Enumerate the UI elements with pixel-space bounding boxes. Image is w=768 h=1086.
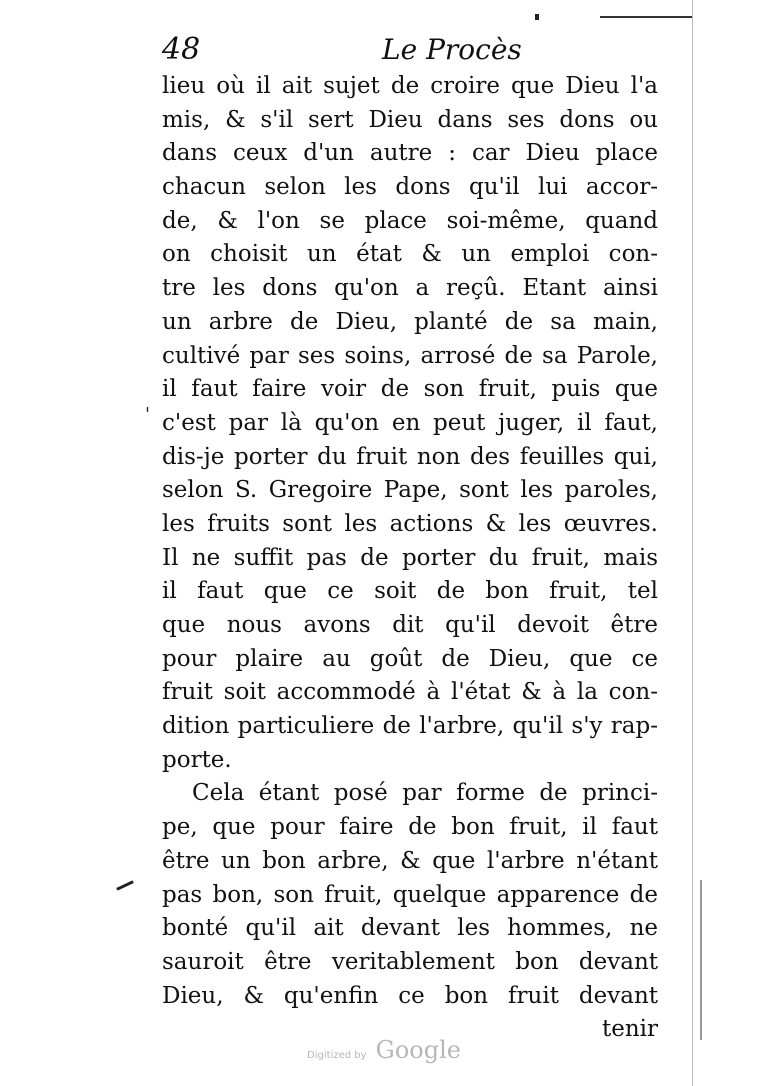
text-line: on choisit un état & un emploi con- [162, 241, 658, 268]
running-title: Le Procès [382, 33, 522, 66]
text-line: Cela étant posé par forme de princi- [192, 780, 658, 807]
text-line: pas bon, son fruit, quelque apparence de [162, 881, 658, 908]
text-line: de, & l'on se place soi-même, quand [162, 207, 658, 234]
text-line: cultivé par ses soins, arrosé de sa Parole, [162, 342, 658, 369]
text-line: pe, que pour faire de bon fruit, il faut [162, 814, 658, 841]
top-edge-mark [600, 16, 692, 18]
google-logo-text: Google [375, 1036, 461, 1064]
body-text [162, 70, 658, 1047]
digitization-watermark [0, 1036, 768, 1064]
watermark-prefix: Digitized by [307, 1050, 367, 1061]
page-edge-shadow [700, 880, 702, 1040]
text-line: c'est par là qu'on en peut juger, il faut, [162, 409, 658, 436]
text-line: il faut faire voir de son fruit, puis que [162, 376, 658, 403]
text-line: chacun selon les dons qu'il lui accor- [162, 174, 658, 201]
text-line: Dieu, & qu'enfin ce bon fruit devant [162, 982, 658, 1009]
page-header [162, 32, 662, 68]
text-line: que nous avons dit qu'il devoit être [162, 612, 658, 638]
text-line: il faut que ce soit de bon fruit, tel [162, 578, 658, 605]
text-line: selon S. Gregoire Pape, sont les paroles, [162, 477, 658, 504]
text-line: tre les dons qu'on a reçû. Etant ainsi [162, 275, 658, 302]
margin-pen-mark [116, 880, 134, 890]
text-line: bonté qu'il ait devant les hommes, ne [162, 915, 658, 942]
ink-speck [535, 14, 539, 20]
text-line: lieu où il ait sujet de croire que Dieu l'a [162, 73, 658, 99]
text-line: fruit soit accommodé à l'état & à la con- [162, 679, 658, 706]
text-line: porte. [162, 746, 232, 773]
text-line: un arbre de Dieu, planté de sa main, [162, 308, 658, 335]
margin-tick-mark: ' [145, 404, 150, 425]
text-line: Il ne suffit pas de porter du fruit, mais [162, 544, 658, 571]
text-line: pour plaire au goût de Dieu, que ce [162, 645, 658, 672]
text-line: les fruits sont les actions & les œuvres. [162, 510, 658, 537]
page-number: 48 [162, 32, 201, 67]
text-line: être un bon arbre, & que l'arbre n'étant [162, 847, 658, 874]
text-line: mis, & s'il sert Dieu dans ses dons ou [162, 106, 658, 133]
text-line: sauroit être veritablement bon devant [162, 948, 658, 975]
page-edge [692, 0, 693, 1086]
catchword: tenir [601, 1016, 658, 1043]
text-line: dis-je porter du fruit non des feuilles qui, [162, 443, 658, 470]
text-line: dans ceux d'un autre : car Dieu place [162, 140, 658, 167]
text-line: dition particuliere de l'arbre, qu'il s'y rap- [162, 713, 658, 740]
